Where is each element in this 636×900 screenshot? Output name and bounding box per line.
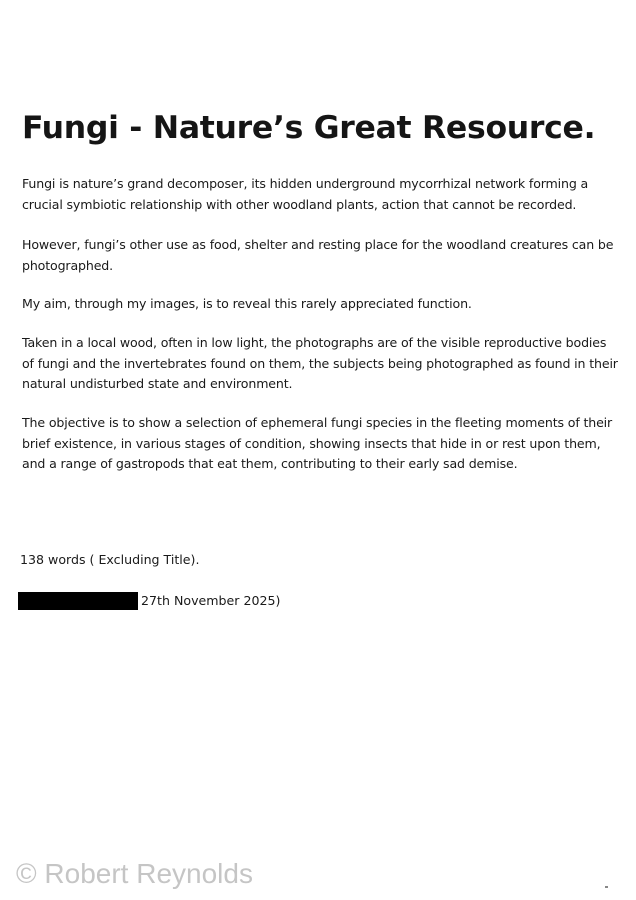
document-date: 27th November 2025) xyxy=(141,592,281,608)
document-title: Fungi - Nature’s Great Resource. xyxy=(22,110,596,146)
paragraph-method: Taken in a local wood, often in low light, the photographs are of the visible reproductive bodies of fungi and the invertebrates found on them, the subjects being photographed as found in their natural undisturbed state and environment. xyxy=(22,335,618,391)
word-count: 138 words ( Excluding Title). xyxy=(20,552,200,567)
paragraph-intro: Fungi is nature’s grand decomposer, its hidden underground mycorrhizal network forming a crucial symbiotic relationship with other woodland plants, action that cannot be recorded. xyxy=(22,176,589,212)
signature-date-line xyxy=(18,591,280,610)
paragraph-objective: The objective is to show a selection of ephemeral fungi species in the fleeting moments of their brief existence, in various stages of condition, showing insects that hide in or rest upon them, and a range of gastropods that eat them, contributing to their early sad demise. xyxy=(22,415,613,471)
copyright-watermark: © Robert Reynolds xyxy=(16,858,253,889)
paragraph-aim: My aim, through my images, is to reveal this rarely appreciated function. xyxy=(22,296,472,311)
scan-speck xyxy=(605,886,608,888)
paragraph-food-shelter: However, fungi’s other use as food, shelter and resting place for the woodland creatures can be photographed. xyxy=(22,237,614,273)
redaction-bar xyxy=(18,592,138,610)
